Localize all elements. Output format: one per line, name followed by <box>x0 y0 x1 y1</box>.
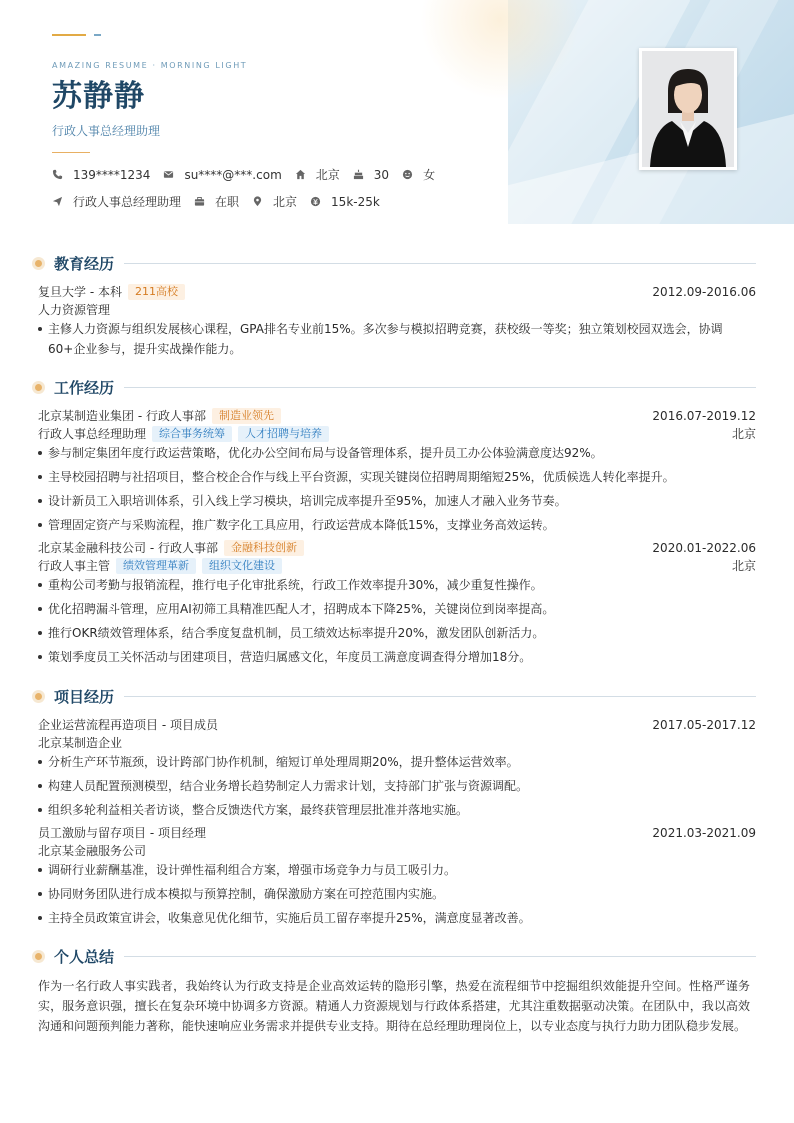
work-skill-tag: 绩效管理革新 <box>116 558 196 574</box>
project-name: 企业运营流程再造项目 - 项目成员 <box>38 718 218 732</box>
section-divider <box>124 387 756 388</box>
work-bullet: 优化招聘漏斗管理，应用AI初筛工具精准匹配人才，招聘成本下降25%，关键岗位到岗率提高。 <box>38 599 752 619</box>
intent-position-value: 行政人事总经理助理 <box>73 195 182 209</box>
project-bullet: 调研行业薪酬基准，设计弹性福利组合方案，增强市场竞争力与员工吸引力。 <box>38 860 752 880</box>
education-school: 复旦大学 - 本科 <box>38 285 122 299</box>
work-company: 北京某金融科技公司 - 行政人事部 <box>38 541 218 555</box>
education-bullet: 主修人力资源与组织发展核心课程，GPA排名专业前15%。多次参与模拟招聘竞赛，获校级一等奖；独立策划校园双选会，协调60+企业参与，提升实战操作能力。 <box>38 319 752 359</box>
project-bullet: 协同财务团队进行成本模拟与预算控制，确保激励方案在可控范围内实施。 <box>38 884 752 904</box>
contact-gender <box>402 166 435 183</box>
work-bullet: 设计新员工入职培训体系，引入线上学习模块，培训完成率提升至95%，加速人才融入业务节奏。 <box>38 491 752 511</box>
candidate-title: 行政人事总经理助理 <box>52 124 161 138</box>
profile-photo <box>639 48 737 170</box>
work-bullet: 推行OKR绩效管理体系，结合季度复盘机制，员工绩效达标率提升20%，激发团队创新活力。 <box>38 623 752 643</box>
contact-phone <box>52 168 150 182</box>
work-1-role-row <box>38 425 756 443</box>
project-org: 北京某金融服务公司 <box>38 844 147 858</box>
section-dot <box>35 953 42 960</box>
work-city: 北京 <box>731 559 756 573</box>
project-org: 北京某制造企业 <box>38 736 123 750</box>
section-education <box>32 253 756 273</box>
work-bullet: 策划季度员工关怀活动与团建项目，营造归属感文化，年度员工满意度调查得分增加18分。 <box>38 647 752 667</box>
resume-tagline: AMAZING RESUME · MORNING LIGHT <box>52 61 248 70</box>
section-title: 教育经历 <box>54 254 115 273</box>
briefcase-icon <box>194 196 205 207</box>
intent-status <box>194 193 239 210</box>
education-tag: 211高校 <box>128 284 185 300</box>
project-1-header <box>38 716 756 734</box>
education-major-row <box>38 301 756 319</box>
summary-paragraph: 作为一名行政人事实践者，我始终认为行政支持是企业高效运转的隐形引擎，热爱在流程细节中挖掘组织效能提升空间。性格严谨务实，服务意识强，擅长在复杂环境中协调多方资源。精通人力资源规划与行政体系搭建，尤其注重数据驱动决策。在团队中，我以高效沟通和问题预判能力著称，能快速响应业务需求并提供专业支持。期待在总经理助理岗位上，以专业态度与执行力助力团队稳步发展。 <box>38 979 750 1033</box>
project-1-org-row <box>38 734 756 752</box>
work-skill-tag: 综合事务统筹 <box>152 426 232 442</box>
project-name: 员工激励与留存项目 - 项目经理 <box>38 826 206 840</box>
work-2-role-row <box>38 557 756 575</box>
contact-email-value: su****@***.com <box>184 167 282 182</box>
section-dot <box>35 260 42 267</box>
project-bullet: 组织多轮利益相关者访谈，整合反馈迭代方案，最终获管理层批准并落地实施。 <box>38 800 752 820</box>
section-dot <box>35 693 42 700</box>
intent-position <box>52 193 181 210</box>
project-period: 2021.03-2021.09 <box>652 826 756 840</box>
project-2-org-row <box>38 842 756 860</box>
project-period: 2017.05-2017.12 <box>652 718 756 732</box>
work-2-header <box>38 539 756 557</box>
work-skill-tag: 组织文化建设 <box>202 558 282 574</box>
contact-row <box>52 166 448 183</box>
work-tag: 金融科技创新 <box>224 540 304 556</box>
contact-age-value: 30 <box>373 167 390 182</box>
work-bullet: 重构公司考勤与报销流程，推行电子化审批系统，行政工作效率提升30%，减少重复性操作。 <box>38 575 752 595</box>
work-bullet: 管理固定资产与采购流程，推广数字化工具应用，行政运营成本降低15%，支撑业务高效运转。 <box>38 515 752 535</box>
work-period: 2016.07-2019.12 <box>652 409 756 423</box>
section-title: 工作经历 <box>54 378 115 397</box>
work-role: 行政人事主管 <box>38 559 111 573</box>
education-header <box>38 283 756 301</box>
contact-home-value: 北京 <box>315 168 340 182</box>
cake-icon <box>353 169 364 180</box>
intent-salary <box>310 195 380 209</box>
work-city: 北京 <box>731 427 756 441</box>
portrait-illustration <box>642 51 734 167</box>
intent-city <box>252 193 297 210</box>
contact-phone-value: 139****1234 <box>73 167 151 182</box>
section-title: 项目经历 <box>54 687 115 706</box>
section-dot <box>35 384 42 391</box>
work-role: 行政人事总经理助理 <box>38 427 147 441</box>
section-projects <box>32 686 756 706</box>
work-company: 北京某制造业集团 - 行政人事部 <box>38 409 206 423</box>
contact-gender-value: 女 <box>423 168 436 182</box>
decor-line <box>52 34 86 36</box>
send-icon <box>52 196 63 207</box>
work-bullet: 主导校园招聘与社招项目，整合校企合作与线上平台资源，实现关键岗位招聘周期缩短25%，优质候选人转化率提升。 <box>38 467 752 487</box>
home-icon <box>295 169 306 180</box>
work-period: 2020.01-2022.06 <box>652 541 756 555</box>
location-icon <box>252 196 263 207</box>
accent-divider <box>52 152 90 153</box>
work-1-header <box>38 407 756 425</box>
project-bullet: 构建人员配置预测模型，结合业务增长趋势制定人力需求计划，支持部门扩张与资源调配。 <box>38 776 752 796</box>
decor-line-small <box>94 34 101 36</box>
section-title: 个人总结 <box>54 947 115 966</box>
candidate-name: 苏静静 <box>52 79 145 114</box>
education-period: 2012.09-2016.06 <box>652 285 756 299</box>
section-divider <box>124 696 756 697</box>
salary-icon <box>310 196 321 207</box>
work-tag: 制造业领先 <box>212 408 281 424</box>
project-bullet: 主持全员政策宣讲会，收集意见优化细节，实施后员工留存率提升25%，满意度显著改善。 <box>38 908 752 928</box>
intent-city-value: 北京 <box>273 195 298 209</box>
section-divider <box>124 956 756 957</box>
work-bullet: 参与制定集团年度行政运营策略，优化办公空间布局与设备管理体系，提升员工办公体验满意度达92%。 <box>38 443 752 463</box>
education-major: 人力资源管理 <box>38 303 111 317</box>
intent-salary-value: 15k-25k <box>331 194 380 209</box>
job-intent-row <box>52 193 393 210</box>
project-bullet: 分析生产环节瓶颈，设计跨部门协作机制，缩短订单处理周期20%，提升整体运营效率。 <box>38 752 752 772</box>
contact-email <box>163 168 281 182</box>
intent-status-value: 在职 <box>215 195 240 209</box>
section-divider <box>124 263 756 264</box>
section-summary <box>32 946 756 966</box>
mail-icon <box>163 169 174 180</box>
section-work <box>32 377 756 397</box>
contact-home <box>295 166 340 183</box>
work-skill-tag: 人才招聘与培养 <box>238 426 329 442</box>
contact-age <box>353 168 389 182</box>
project-2-header <box>38 824 756 842</box>
gender-icon <box>402 169 413 180</box>
phone-icon <box>52 169 63 180</box>
